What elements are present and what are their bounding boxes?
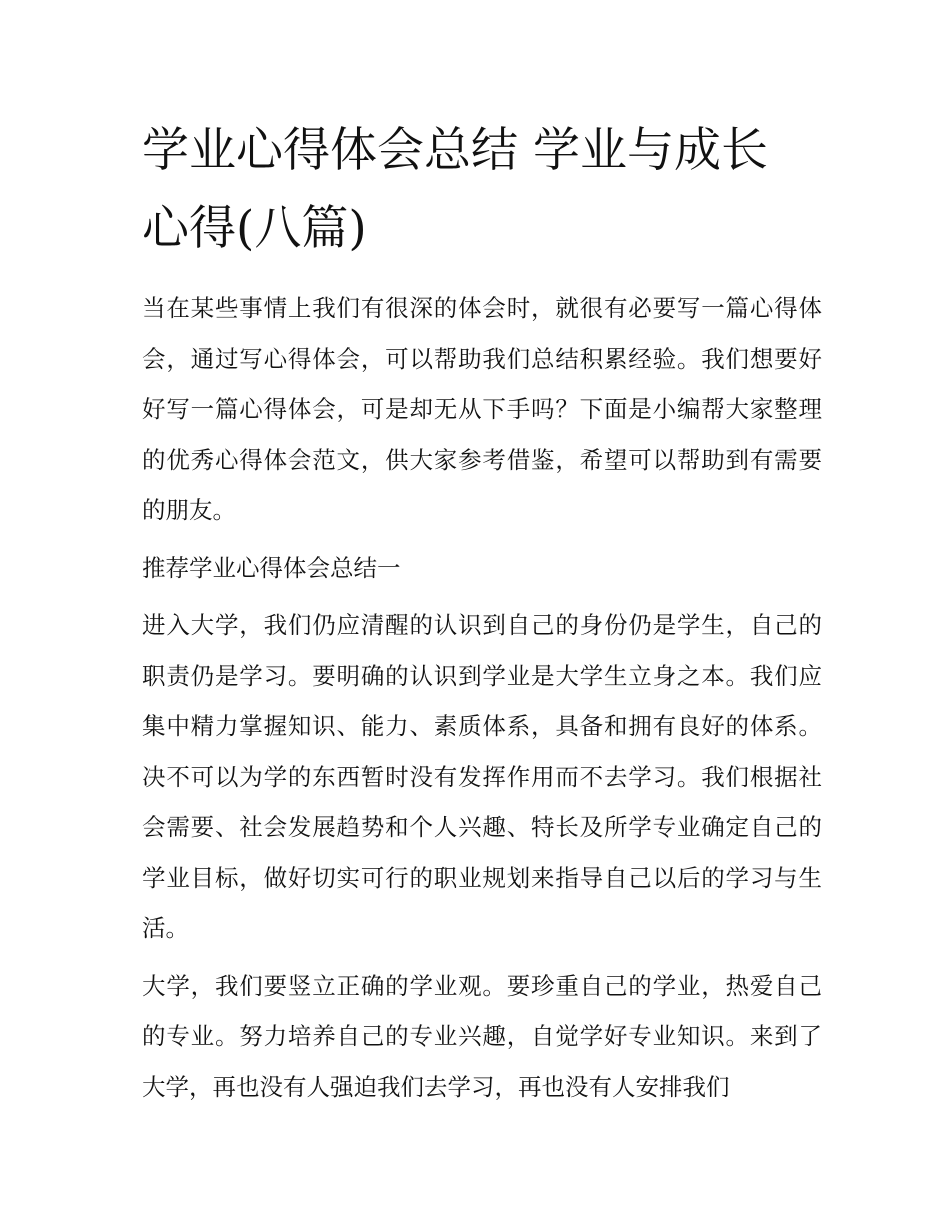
document-content bbox=[142, 112, 822, 1112]
body-paragraph: 进入大学，我们仍应清醒的认识到自己的身份仍是学生，自己的职责仍是学习。要明确的认识到学业是大学生立身之本。我们应集中精力掌握知识、能力、素质体系，具备和拥有良好的体系。决不可以为学的东西暂时没有发挥作用而不去学习。我们根据社会需要、社会发展趋势和个人兴趣、特长及所学专业确定自己的学业目标，做好切实可行的职业规划来指导自己以后的学习与生活。 bbox=[142, 611, 822, 942]
body-paragraph: 大学，我们要竖立正确的学业观。要珍重自己的学业，热爱自己的专业。努力培养自己的专业兴趣，自觉学好专业知识。来到了大学，再也没有人强迫我们去学习，再也没有人安排我们 bbox=[142, 971, 822, 1101]
section-heading: 推荐学业心得体会总结一 bbox=[142, 553, 401, 582]
document-title bbox=[142, 112, 822, 268]
title-line-2: 心得(八篇) bbox=[142, 201, 367, 256]
intro-paragraph: 当在某些事情上我们有很深的体会时，就很有必要写一篇心得体会，通过写心得体会，可以帮助我们总结积累经验。我们想要好好写一篇心得体会，可是却无从下手吗？下面是小编帮大家整理的优秀心得体会范文，供大家参考借鉴，希望可以帮助到有需要的朋友。 bbox=[142, 294, 822, 524]
title-line-1: 学业心得体会总结 学业与成长 bbox=[142, 123, 768, 178]
